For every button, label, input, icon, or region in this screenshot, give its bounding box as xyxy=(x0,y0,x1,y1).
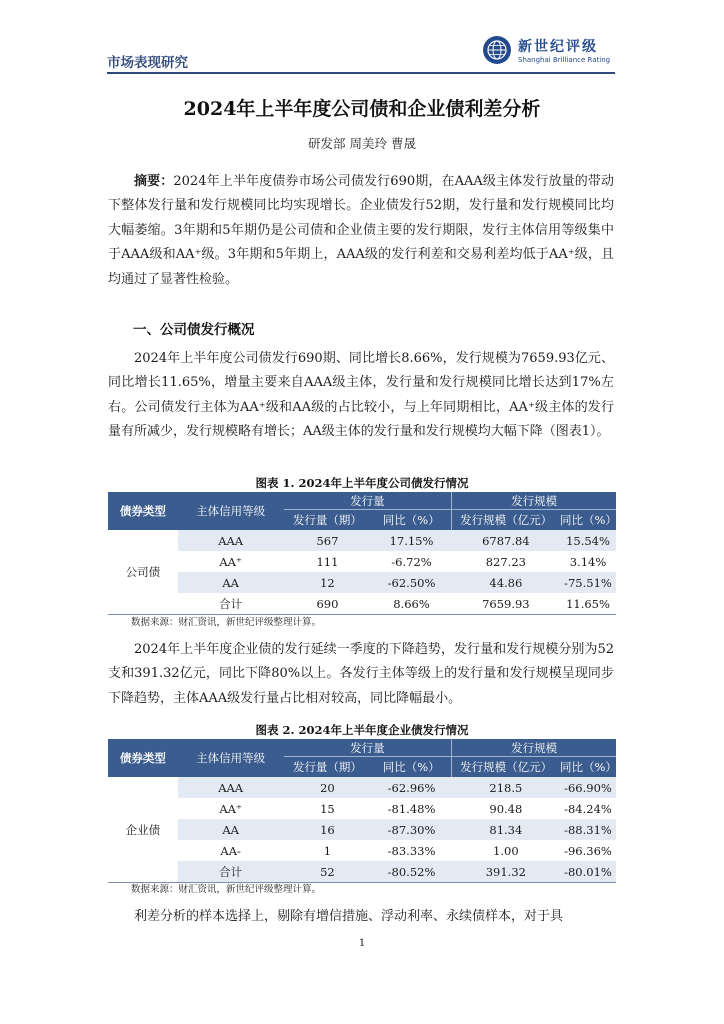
table2-header-c2: 同比（%） xyxy=(371,757,451,778)
table-row xyxy=(108,861,616,883)
table-cell: 7659.93 xyxy=(452,593,560,615)
globe-logo-icon xyxy=(483,36,511,64)
table1-header-type: 债券类型 xyxy=(108,492,178,530)
table-cell: 1.00 xyxy=(493,843,519,858)
abstract-paragraph xyxy=(108,170,614,292)
table2-source-note: 数据来源：财汇资讯，新世纪评级整理计算。 xyxy=(131,884,322,895)
table1-caption: 图表 1. 2024年上半年度公司债发行情况 xyxy=(255,476,469,490)
table-cell: 81.34 xyxy=(452,819,560,840)
table-cell: 690 xyxy=(284,593,372,615)
header-section-title: 市场表现研究 xyxy=(107,55,188,71)
table-row xyxy=(108,819,616,840)
logo-english-name: Shanghai Brilliance Rating xyxy=(518,56,611,64)
table-cell: 567 xyxy=(284,530,372,551)
table-cell: 15.54% xyxy=(560,530,616,551)
table-cell: -80.01% xyxy=(560,861,616,883)
table-cell: 17.15% xyxy=(371,530,451,551)
table1-header-c3: 发行规模（亿元） xyxy=(452,510,560,531)
table-cell: 8.66% xyxy=(371,593,451,615)
table-cell: -83.33% xyxy=(387,843,436,858)
table1 xyxy=(108,492,616,615)
table-cell: 3.14% xyxy=(569,554,607,569)
brand-logo xyxy=(483,34,615,68)
table1-header-grade: 主体信用等级 xyxy=(178,492,284,530)
table-row xyxy=(108,798,616,819)
table-cell: 6787.84 xyxy=(452,530,560,551)
table-cell: -88.31% xyxy=(560,819,616,840)
table-cell: 52 xyxy=(284,861,372,883)
table-cell: AA⁺ xyxy=(219,554,242,569)
table-row xyxy=(108,530,616,551)
table2-caption: 图表 2. 2024年上半年度企业债发行情况 xyxy=(255,723,469,737)
section1-paragraph: 2024年上半年度公司债发行690期、同比增长8.66%，发行规模为7659.93亿元、同比增长11.65%，增量主要来自AAA级主体，发行量和发行规模同比增长达到17%左右。公司债发行主体为AA⁺级和AA级的占比较小，与上年同期相比，AA⁺级主体的发行量有所减少，发行规模略有增长；AA级主体的发行量和发行规模均大幅下降（图表1）。 xyxy=(108,351,614,440)
table-cell: -75.51% xyxy=(560,572,616,593)
table1-source-note: 数据来源：财汇资讯，新世纪评级整理计算。 xyxy=(131,617,322,628)
table-cell: 90.48 xyxy=(489,801,523,816)
table-cell: 16 xyxy=(284,819,372,840)
spread-analysis-paragraph: 利差分析的样本选择上，剔除有增信措施、浮动利率、永续债样本，对于具 xyxy=(134,909,564,924)
table-cell: AA- xyxy=(220,843,241,858)
table1-header-c2: 同比（%） xyxy=(371,510,451,531)
document-authors: 研发部 周美玲 曹晟 xyxy=(308,136,416,151)
table-cell: -84.24% xyxy=(564,801,612,816)
table-cell: 11.65% xyxy=(560,593,616,615)
table2-header-type: 债券类型 xyxy=(108,739,178,777)
table2-header-c1: 发行量（期） xyxy=(284,757,372,778)
table-cell: -87.30% xyxy=(371,819,451,840)
table-cell: 218.5 xyxy=(452,777,560,798)
table2-header-c4: 同比（%） xyxy=(560,757,616,778)
table-cell: 20 xyxy=(284,777,372,798)
table-cell: 391.32 xyxy=(452,861,560,883)
table1-header-c4: 同比（%） xyxy=(560,510,616,531)
table-cell: 1 xyxy=(323,843,332,858)
table-cell: -6.72% xyxy=(391,554,432,569)
table-cell: 合计 xyxy=(178,861,284,883)
table1-header-scale-group: 发行规模 xyxy=(452,492,616,510)
table-cell: 15 xyxy=(320,801,335,816)
page-number: 1 xyxy=(358,938,366,949)
table1-group-label: 公司债 xyxy=(108,530,178,615)
table-cell: 12 xyxy=(284,572,372,593)
table-cell: AA xyxy=(178,819,284,840)
abstract-label: 摘要： xyxy=(134,174,174,189)
table-cell: -80.52% xyxy=(371,861,451,883)
logo-chinese-name: 新世纪评级 xyxy=(518,39,598,55)
table-cell: 合计 xyxy=(178,593,284,615)
enterprise-bond-paragraph: 2024年上半年度企业债的发行延续一季度的下降趋势，发行量和发行规模分别为52支和391.32亿元，同比下降80%以上。各发行主体等级上的发行量和发行规模呈现同步下降趋势，主体AAA级发行量占比相对较高，同比降幅最小。 xyxy=(108,642,614,706)
table-row xyxy=(108,840,616,861)
table2-header-scale-group: 发行规模 xyxy=(452,739,616,757)
table-cell: AA xyxy=(178,572,284,593)
table-cell: -62.96% xyxy=(371,777,451,798)
header-divider xyxy=(107,72,615,74)
table-row xyxy=(108,551,616,572)
table-cell: 44.86 xyxy=(452,572,560,593)
table2-header-c3: 发行规模（亿元） xyxy=(452,757,560,778)
table1-header-volume-group: 发行量 xyxy=(284,492,452,510)
table-cell: -66.90% xyxy=(560,777,616,798)
table-cell: AA⁺ xyxy=(219,801,242,816)
table2 xyxy=(108,739,616,883)
table-cell: -96.36% xyxy=(564,843,612,858)
table-cell: -81.48% xyxy=(387,801,436,816)
table-cell: 111 xyxy=(316,554,339,569)
page-header xyxy=(107,34,615,74)
document-title: 2024年上半年度公司债和企业债利差分析 xyxy=(183,98,541,120)
table2-header-grade: 主体信用等级 xyxy=(178,739,284,777)
table2-group-label: 企业债 xyxy=(108,777,178,883)
table-row xyxy=(108,593,616,615)
table-row xyxy=(108,777,616,798)
table-cell: AAA xyxy=(178,777,284,798)
section-heading: 一、公司债发行概况 xyxy=(133,322,255,338)
table-cell: -62.50% xyxy=(371,572,451,593)
table1-header-c1: 发行量（期） xyxy=(284,510,372,531)
table2-header-volume-group: 发行量 xyxy=(284,739,452,757)
table-cell: AAA xyxy=(178,530,284,551)
table-cell: 827.23 xyxy=(485,554,526,569)
abstract-text: 2024年上半年度债券市场公司债发行690期，在AAA级主体发行放量的带动下整体发行量和发行规模同比均实现增长。企业债发行52期，发行量和发行规模同比均大幅萎缩。3年期和5年期仍是公司债和企业债主要的发行期限，发行主体信用等级集中于AAA级和AA⁺级。3年期和5年期上，AAA级的发行利差和交易利差均低于AA⁺级，且均通过了显著性检验。 xyxy=(108,174,614,287)
table-row xyxy=(108,572,616,593)
